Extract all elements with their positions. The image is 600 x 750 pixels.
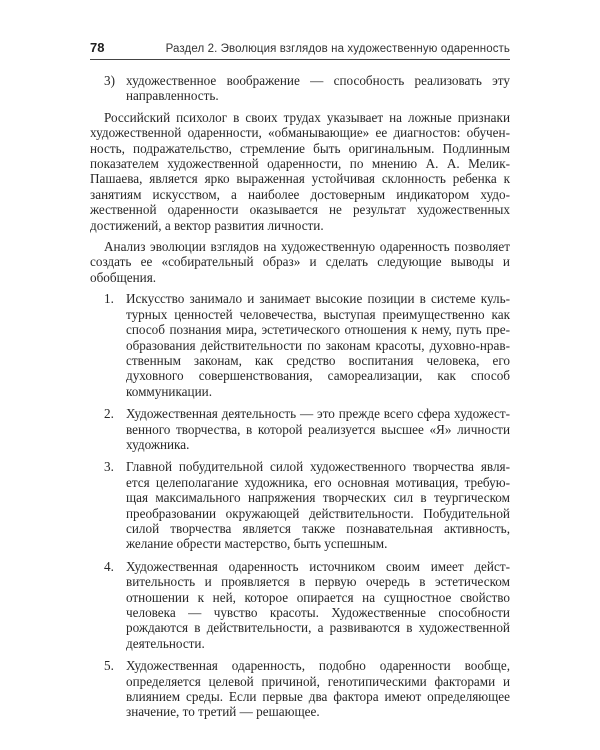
paragraph-analysis-intro: Анализ эволюции взглядов на художественную одаренность позволяет создать ее «собирательный образ» и сделать следующие выводы и обобщения. bbox=[90, 239, 510, 285]
conclusion-item-5 bbox=[104, 658, 510, 720]
conclusion-text: Художественная одаренность, подобно одаренности вообще, определяется целевой причиной, генотипическими факторами и влиянием среды. Если первые два фактора имеют определяющее значение, то третий — решающее. bbox=[126, 658, 510, 720]
list-item-number: 3) bbox=[104, 73, 115, 88]
conclusion-text: Художественная одаренность источником своим имеет действительность и проявляется в первую очередь в эстетическом отношении к ней, которое опирается на сущностное свойство человека — чувство красоты. Художественные способности рождаются в действительности, а развиваются в художественной деятельности. bbox=[126, 558, 510, 651]
conclusion-text: Искусство занимало и занимает высокие позиции в системе культурных ценностей человечества, выступая преимущественно как способ познания мира, эстетического отношения к нему, путь преобразования действительности по законам красоты, духовно-нравственным законам, как средство воспитания человека, его духовного совершенствования, самореализации, как способ коммуникации. bbox=[126, 291, 510, 399]
page-body bbox=[90, 73, 510, 720]
page-header bbox=[90, 40, 510, 60]
conclusion-number: 1. bbox=[104, 291, 114, 307]
list-item-3-imagination bbox=[90, 73, 510, 104]
conclusion-number: 4. bbox=[104, 558, 114, 574]
paragraph-false-signs: Российский психолог в своих трудах указывает на ложные признаки художественной одаренности, «обманывающие» ее диагностов: обученность, подражательство, стремление быть оригинальным. Подлинным показателем художественной одаренности, по мнению А. А. Мелик-Пашаева, является ярко выраженная устойчивая склонность ребенка к занятиям искусством, а наиболее достоверным индикатором художественной одаренности оказывается не результат художественных достижений, а вектор развития личности. bbox=[90, 109, 510, 233]
conclusion-item-2 bbox=[104, 406, 510, 452]
conclusion-text: Художественная деятельность — это прежде всего сфера художественного творчества, в которой реализуется высшее «Я» личности художника. bbox=[126, 406, 510, 452]
conclusion-item-4 bbox=[104, 559, 510, 651]
running-head: Раздел 2. Эволюция взглядов на художественную одаренность bbox=[165, 43, 510, 55]
list-item-text: художественное воображение — способность реализовать эту направленность. bbox=[126, 73, 510, 104]
conclusion-number: 3. bbox=[104, 459, 114, 475]
conclusion-text: Главной побудительной силой художественного творчества является целеполагание художника, его основная мотивация, требующая максимального напряжения творческих сил в теургическом преобразовании окружающей действительности. Побудительной силой творчества является также познавательная активность, желание обрести мастерство, быть успешным. bbox=[126, 459, 510, 552]
page-number: 78 bbox=[90, 40, 105, 55]
conclusion-item-1 bbox=[104, 291, 510, 399]
conclusion-number: 2. bbox=[104, 406, 114, 422]
book-page bbox=[90, 40, 510, 727]
conclusions-list bbox=[90, 291, 510, 720]
conclusion-item-3 bbox=[104, 459, 510, 551]
conclusion-number: 5. bbox=[104, 658, 114, 674]
